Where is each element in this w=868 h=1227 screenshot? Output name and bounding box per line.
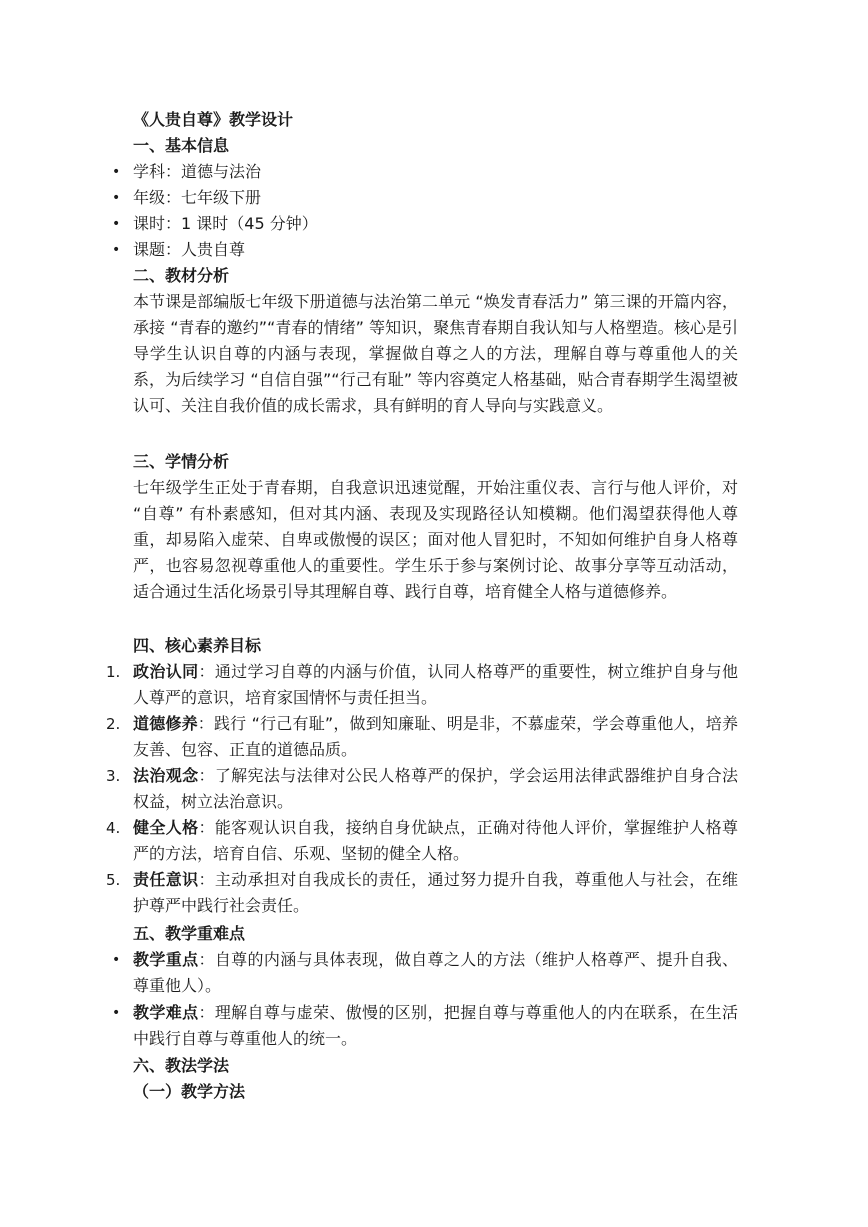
key-point-item [133,947,738,999]
bullet-dot: • [112,164,121,180]
info-item-hours: 课时：1 课时（45 分钟） [133,214,318,233]
goal-item [133,659,738,711]
list-number: 5. [106,871,121,889]
list-number: 4. [106,819,121,837]
student-analysis-paragraph: 七年级学生正处于青春期，自我意识迅速觉醒，开始注重仪表、言行与他人评价，对 “自尊” 有朴素感知，但对其内涵、表现及实现路径认知模糊。他们渴望获得他人尊重，却易陷入虚荣、自卑或傲慢的误区；面对他人冒犯时，不知如何维护自身人格尊严，也容易忽视尊重他人的重要性。学生乐于参与案例讨论、故事分享等互动活动，适合通过生活化场景引导其理解自尊、践行自尊，培育健全人格与道德修养。 [133,478,738,601]
info-item-subject: 学科：道德与法治 [133,162,262,181]
list-number: 2. [106,715,121,733]
bullet-dot: • [112,1005,121,1021]
goal-item [133,815,738,867]
goal-text: ：能客观认识自我，接纳自身优缺点，正确对待他人评价，掌握维护人格尊严的方法，培育自信、乐观、坚韧的健全人格。 [133,818,738,863]
document-title: 《人贵自尊》教学设计 [133,110,294,129]
section-heading-2: 二、教材分析 [133,266,230,285]
bullet-dot: • [112,242,121,258]
goal-lead: 健全人格 [133,818,199,837]
textbook-analysis-paragraph: 本节课是部编版七年级下册道德与法治第二单元 “焕发青春活力” 第三课的开篇内容，承接 “青春的邀约”“青春的情绪” 等知识，聚焦青春期自我认知与人格塑造。核心是引导学生认识自尊的内涵与表现，掌握做自尊之人的方法，理解自尊与尊重他人的关系，为后续学习 “自信自强”“行己有耻” 等内容奠定人格基础，贴合青春期学生渴望被认可、关注自我价值的成长需求，具有鲜明的育人导向与实践意义。 [133,292,738,415]
goal-text: ：践行 “行己有耻”，做到知廉耻、明是非，不慕虚荣，学会尊重他人，培养友善、包容、正直的道德品质。 [133,714,738,759]
goal-text: ：主动承担对自我成长的责任，通过努力提升自我，尊重他人与社会，在维护尊严中践行社会责任。 [133,870,738,915]
goal-lead: 责任意识 [133,870,199,889]
section-heading-5: 五、教学重难点 [133,924,246,943]
subsection-heading: （一）教学方法 [133,1082,246,1101]
goal-lead: 政治认同 [133,662,199,681]
section-heading-3: 三、学情分析 [133,452,230,471]
bullet-dot: • [112,190,121,206]
difficulty-text: ：理解自尊与虚荣、傲慢的区别，把握自尊与尊重他人的内在联系，在生活中践行自尊与尊重他人的统一。 [133,1003,738,1048]
key-point-lead: 教学重点 [133,950,199,969]
bullet-dot: • [112,952,121,968]
goal-item [133,867,738,919]
section-heading-6: 六、教法学法 [133,1056,230,1075]
info-item-topic: 课题：人贵自尊 [133,240,246,259]
section-heading-1: 一、基本信息 [133,136,230,155]
info-item-grade: 年级：七年级下册 [133,188,262,207]
difficulty-lead: 教学难点 [133,1003,199,1022]
bullet-dot: • [112,216,121,232]
goal-text: ：了解宪法与法律对公民人格尊严的保护，学会运用法律武器维护自身合法权益，树立法治意识。 [133,766,738,811]
goal-lead: 法治观念 [133,766,199,785]
goal-item [133,763,738,815]
goal-item [133,711,738,763]
goal-text: ：通过学习自尊的内涵与价值，认同人格尊严的重要性，树立维护自身与他人尊严的意识，培育家国情怀与责任担当。 [133,662,738,707]
list-number: 3. [106,767,121,785]
goal-lead: 道德修养 [133,714,198,733]
key-point-text: ：自尊的内涵与具体表现，做自尊之人的方法（维护人格尊严、提升自我、尊重他人）。 [133,950,738,995]
section-heading-4: 四、核心素养目标 [133,636,262,655]
list-number: 1. [106,663,121,681]
difficulty-item [133,1000,738,1052]
